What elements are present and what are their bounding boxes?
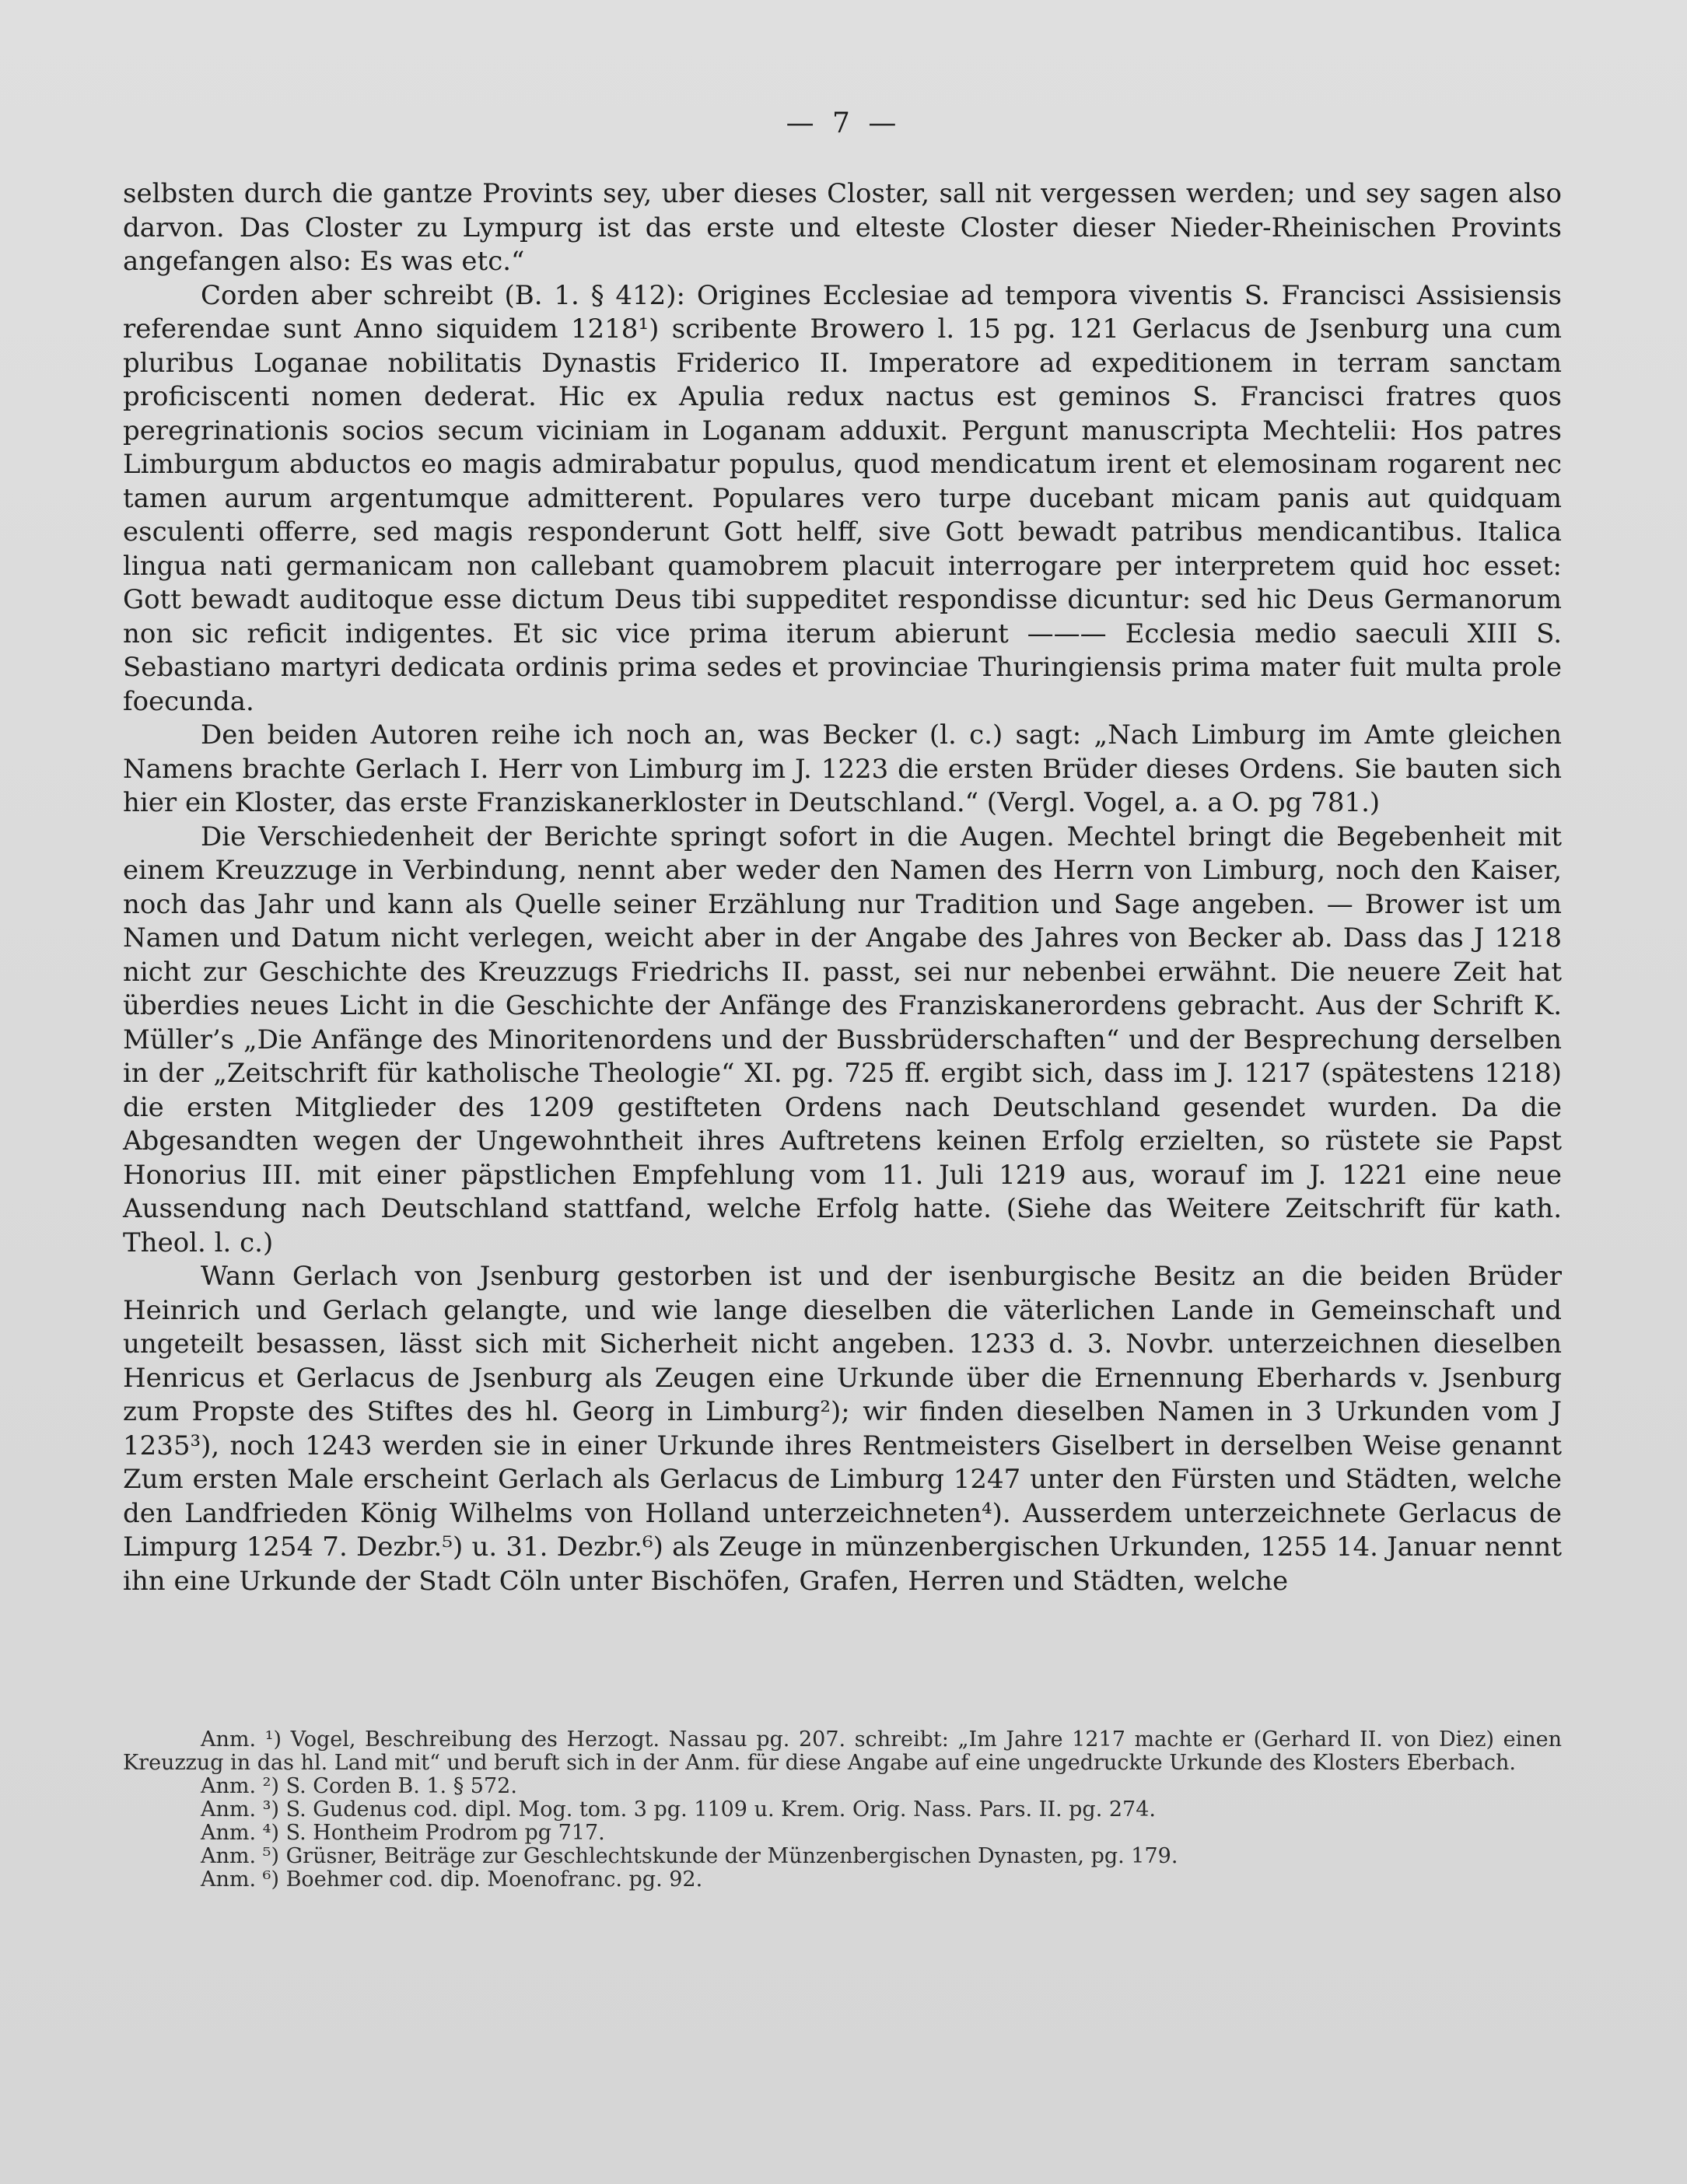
paragraph: Corden aber schreibt (B. 1. § 412): Origines Ecclesiae ad tempora viventis S. Francisci Assisiensis referendae sunt Anno siquidem 1218¹) scribente Browero l. 15 pg. 121 Gerlacus de Jsenburg una cum pluribus Loganae nobilitatis Dynastis Friderico II. Imperatore ad expeditionem in terram sanctam proficiscenti nomen dederat. Hic ex Apulia redux nactus est geminos S. Francisci fratres quos peregrinationis socios secum viciniam in Loganam adduxit. Pergunt manuscripta Mechtelii: Hos patres Limburgum abductos eo magis admirabatur populus, quod mendicatum irent et elemosinam rogarent nec tamen aurum argentumque admitterent. Populares vero turpe ducebant micam panis aut quidquam esculenti offerre, sed magis responderunt Gott helff, sive Gott bewadt patribus mendicantibus. Italica lingua nati germanicam non callebant quamobrem placuit interrogare per interpretem quid hoc esset: Gott bewadt auditoque esse dictum Deus tibi suppeditet respondisse dicuntur: sed hic Deus Germanorum non sic reficit indigentes. Et sic vice prima iterum abierunt ——— Ecclesia medio saeculi XIII S. Sebastiano martyri dedicata ordinis prima sedes et provinciae Thuringiensis prima mater fuit multa prole foecunda. bbox=[123, 279, 1562, 717]
body-text bbox=[123, 177, 1562, 1598]
footnote: Anm. ³) S. Gudenus cod. dipl. Mog. tom. 3 pg. 1109 u. Krem. Orig. Nass. Pars. II. pg. 274. bbox=[201, 1797, 1156, 1822]
footnote: Anm. ²) S. Corden B. 1. § 572. bbox=[201, 1774, 517, 1798]
paragraph: Die Verschiedenheit der Berichte springt sofort in die Augen. Mechtel bringt die Begebenheit mit einem Kreuzzuge in Verbindung, nennt aber weder den Namen des Herrn von Limburg, noch den Kaiser, noch das Jahr und kann als Quelle seiner Erzählung nur Tradition und Sage angeben. — Brower ist um Namen und Datum nicht verlegen, weicht aber in der Angabe des Jahres von Becker ab. Dass das J 1218 nicht zur Geschichte des Kreuzzugs Friedrichs II. passt, sei nur nebenbei erwähnt. Die neuere Zeit hat überdies neues Licht in die Geschichte der Anfänge des Franziskanerordens gebracht. Aus der Schrift K. Müller’s „Die Anfänge des Minoritenordens und der Bussbrüderschaften“ und der Besprechung derselben in der „Zeitschrift für katholische Theologie“ XI. pg. 725 ff. ergibt sich, dass im J. 1217 (spätestens 1218) die ersten Mitglieder des 1209 gestifteten Ordens nach Deutschland gesendet wurden. Da die Abgesandten wegen der Ungewohntheit ihres Auftretens keinen Erfolg erzielten, so rüstete sie Papst Honorius III. mit einer päpstlichen Empfehlung vom 11. Juli 1219 aus, worauf im J. 1221 eine neue Aussendung nach Deutschland stattfand, welche Erfolg hatte. (Siehe das Weitere Zeitschrift für kath. Theol. l. c.) bbox=[123, 821, 1562, 1258]
paragraph: Wann Gerlach von Jsenburg gestorben ist und der isenburgische Besitz an die beiden Brüder Heinrich und Gerlach gelangte, und wie lange dieselben die väterlichen Lande in Gemeinschaft und ungeteilt besassen, lässt sich mit Sicherheit nicht angeben. 1233 d. 3. Novbr. unterzeichnen dieselben Henricus et Gerlacus de Jsenburg als Zeugen eine Urkunde über die Ernennung Eberhards v. Jsenburg zum Propste des Stiftes des hl. Georg in Limburg²); wir finden dieselben Namen in 3 Urkunden vom J 1235³), noch 1243 werden sie in einer Urkunde ihres Rentmeisters Giselbert in derselben Weise genannt Zum ersten Male erscheint Gerlach als Gerlacus de Limburg 1247 unter den Fürsten und Städten, welche den Landfrieden König Wilhelms von Holland unterzeichneten⁴). Ausserdem unterzeichnete Gerlacus de Limpurg 1254 7. Dezbr.⁵) u. 31. Dezbr.⁶) als Zeuge in münzenbergischen Urkunden, 1255 14. Januar nennt ihn eine Urkunde der Stadt Cöln unter Bischöfen, Grafen, Herren und Städten, welche bbox=[123, 1261, 1562, 1597]
page-number: — 7 — bbox=[786, 107, 901, 139]
footnote: Anm. ¹) Vogel, Beschreibung des Herzogt. Nassau pg. 207. schreibt: „Im Jahre 1217 machte er (Gerhard II. von Diez) einen Kreuzzug in das hl. Land mit“ und beruft sich in der Anm. für diese Angabe auf eine ungedruckte Urkunde des Klosters Eberbach. bbox=[123, 1727, 1562, 1775]
footnote: Anm. ⁶) Boehmer cod. dip. Moenofranc. pg. 92. bbox=[201, 1867, 703, 1892]
footnote: Anm. ⁴) S. Hontheim Prodrom pg 717. bbox=[201, 1821, 605, 1845]
paragraph: selbsten durch die gantze Provints sey, uber dieses Closter, sall nit vergessen werden; und sey sagen also darvon. Das Closter zu Lympurg ist das erste und elteste Closter dieser Nieder-Rheinischen Provints angefangen also: Es was etc.“ bbox=[123, 178, 1562, 277]
footnotes bbox=[123, 1728, 1562, 1892]
paragraph: Den beiden Autoren reihe ich noch an, was Becker (l. c.) sagt: „Nach Limburg im Amte gleichen Namens brachte Gerlach I. Herr von Limburg im J. 1223 die ersten Brüder dieses Ordens. Sie bauten sich hier ein Kloster, das erste Franziskanerkloster in Deutschland.“ (Vergl. Vogel, a. a O. pg 781.) bbox=[123, 719, 1562, 818]
footnote: Anm. ⁵) Grüsner, Beiträge zur Geschlechtskunde der Münzenbergischen Dynasten, pg. 179. bbox=[201, 1844, 1178, 1868]
